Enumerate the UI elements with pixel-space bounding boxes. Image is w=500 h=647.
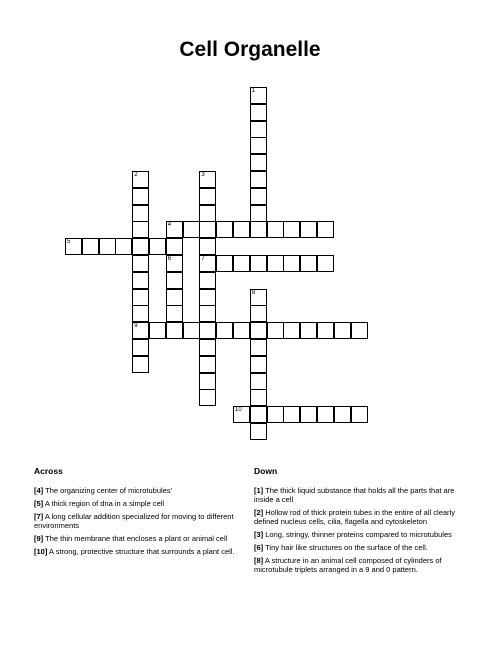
crossword-cell[interactable] [183, 221, 200, 238]
crossword-cell[interactable] [250, 154, 267, 171]
cell-number: 7 [201, 256, 205, 262]
crossword-cell[interactable] [233, 255, 250, 272]
crossword-cell[interactable] [283, 406, 300, 423]
crossword-cell[interactable] [250, 305, 267, 322]
crossword-cell[interactable] [300, 322, 317, 339]
crossword-cell[interactable] [233, 322, 250, 339]
crossword-cell[interactable] [267, 221, 284, 238]
clue-number: [7] [34, 512, 44, 521]
crossword-cell[interactable] [199, 171, 216, 188]
cell-number: 8 [251, 289, 256, 296]
cell-number: 6 [167, 256, 172, 262]
crossword-cell[interactable] [300, 406, 317, 423]
crossword-cell[interactable] [250, 137, 267, 154]
crossword-cell[interactable] [216, 255, 233, 272]
crossword-cell[interactable] [233, 406, 250, 423]
crossword-cell[interactable] [199, 238, 216, 255]
clue-text: Hollow rod of thick protein tubes in the entire of all clearly defined nucleus cells, cilia, flagella and cytoskeleton [254, 508, 455, 526]
clue-text: The thick liquid substance that holds all the parts that are inside a cell [254, 486, 455, 504]
crossword-cell[interactable] [199, 272, 216, 289]
crossword-cell[interactable] [267, 255, 284, 272]
crossword-cell[interactable] [199, 205, 216, 222]
crossword-cell[interactable] [250, 87, 267, 104]
crossword-cell[interactable] [351, 406, 368, 423]
crossword-cell[interactable] [250, 339, 267, 356]
crossword-cell[interactable] [267, 406, 284, 423]
crossword-cell[interactable] [250, 255, 267, 272]
cell-number: 9 [134, 323, 138, 330]
crossword-cell[interactable] [233, 221, 250, 238]
crossword-cell[interactable] [132, 272, 149, 289]
cell-number: 2 [134, 172, 138, 178]
crossword-cell[interactable] [132, 289, 149, 306]
cell-number: 3 [201, 172, 205, 178]
crossword-cell[interactable] [199, 389, 216, 406]
crossword-cell[interactable] [216, 221, 233, 238]
crossword-cell[interactable] [199, 339, 216, 356]
clue-text: The thin membrane that encloses a plant or animal cell [45, 534, 228, 543]
crossword-cell[interactable] [250, 356, 267, 373]
crossword-cell[interactable] [250, 205, 267, 222]
crossword-cell[interactable] [199, 255, 216, 272]
clue-number: [4] [34, 486, 44, 495]
crossword-cell[interactable] [132, 305, 149, 322]
crossword-cell[interactable] [115, 238, 132, 255]
crossword-cell[interactable] [317, 406, 334, 423]
crossword-cell[interactable] [283, 221, 300, 238]
crossword-cell[interactable] [250, 104, 267, 121]
across-clue [34, 499, 246, 508]
crossword-cell[interactable] [149, 238, 166, 255]
crossword-cell[interactable] [317, 255, 334, 272]
clue-number: [2] [254, 508, 264, 517]
crossword-cell[interactable] [82, 238, 99, 255]
clue-number: [6] [254, 543, 264, 552]
crossword-cell[interactable] [250, 406, 267, 423]
cell-number: 1 [251, 88, 256, 94]
cell-number: 4 [167, 222, 172, 229]
crossword-cell[interactable] [334, 406, 351, 423]
cell-number: 5 [67, 239, 71, 246]
crossword-cell[interactable] [166, 289, 183, 306]
crossword-cell[interactable] [166, 305, 183, 322]
crossword-cell[interactable] [300, 255, 317, 272]
crossword-cell[interactable] [283, 255, 300, 272]
crossword-cell[interactable] [132, 171, 149, 188]
clue-text: A strong, protective structure that surrounds a plant cell. [49, 547, 235, 556]
clue-text: The organizing center of microtubules' [45, 486, 173, 495]
across-clue [34, 512, 246, 530]
clue-number: [5] [34, 499, 44, 508]
crossword-cell[interactable] [199, 356, 216, 373]
crossword-cell[interactable] [166, 238, 183, 255]
clue-number: [9] [34, 534, 44, 543]
crossword-cell[interactable] [199, 322, 216, 339]
crossword-cell[interactable] [351, 322, 368, 339]
crossword-cell[interactable] [216, 322, 233, 339]
crossword-cell[interactable] [132, 205, 149, 222]
crossword-cell[interactable] [334, 322, 351, 339]
crossword-cell[interactable] [199, 188, 216, 205]
down-heading: Down [254, 466, 278, 476]
clue-number: [3] [254, 530, 264, 539]
crossword-cell[interactable] [65, 238, 82, 255]
crossword-cell[interactable] [250, 221, 267, 238]
crossword-cell[interactable] [283, 322, 300, 339]
crossword-cell[interactable] [199, 221, 216, 238]
clue-text: A thick region of dna in a simple cell [44, 499, 165, 508]
crossword-cell[interactable] [317, 322, 334, 339]
crossword-cell[interactable] [199, 289, 216, 306]
puzzle-title: Cell Organelle [179, 38, 321, 61]
down-clue-list [254, 486, 466, 578]
down-clue [254, 543, 466, 552]
down-clue [254, 508, 466, 526]
down-clue [254, 530, 466, 539]
crossword-cell[interactable] [250, 171, 267, 188]
crossword-cell[interactable] [199, 373, 216, 390]
crossword-cell[interactable] [166, 255, 183, 272]
clue-text: Tiny hair like structures on the surface of the cell. [265, 543, 428, 552]
clue-text: Long, stringy, thinner proteins compared to microtubules [265, 530, 452, 539]
crossword-cell[interactable] [300, 221, 317, 238]
clue-number: [8] [254, 556, 264, 565]
clue-number: [1] [254, 486, 264, 495]
crossword-cell[interactable] [132, 255, 149, 272]
crossword-cell[interactable] [317, 221, 334, 238]
crossword-cell[interactable] [199, 305, 216, 322]
across-clue [34, 534, 246, 543]
clue-text: A structure in an animal cell composed of cylinders of microtubule triplets arranged in a 9 and 0 pattern. [254, 556, 442, 574]
crossword-cell[interactable] [149, 322, 166, 339]
down-clue [254, 486, 466, 504]
crossword-cell[interactable] [132, 322, 149, 339]
crossword-cell[interactable] [250, 289, 267, 306]
crossword-cell[interactable] [250, 389, 267, 406]
crossword-cell[interactable] [132, 238, 149, 255]
crossword-cell[interactable] [166, 272, 183, 289]
crossword-cell[interactable] [132, 339, 149, 356]
crossword-cell[interactable] [250, 322, 267, 339]
across-heading: Across [34, 466, 63, 476]
down-clue [254, 556, 466, 574]
across-clue [34, 486, 246, 495]
crossword-cell[interactable] [250, 423, 267, 440]
crossword-cell[interactable] [250, 121, 267, 138]
crossword-cell[interactable] [132, 221, 149, 238]
across-clue [34, 547, 246, 556]
crossword-cell[interactable] [250, 373, 267, 390]
cell-number: 10 [235, 407, 242, 414]
across-clue-list [34, 486, 246, 560]
crossword-cell[interactable] [99, 238, 116, 255]
crossword-cell[interactable] [183, 322, 200, 339]
crossword-cell[interactable] [166, 322, 183, 339]
crossword-cell[interactable] [267, 322, 284, 339]
crossword-cell[interactable] [132, 356, 149, 373]
clue-number: [10] [34, 547, 48, 556]
clue-text: A long cellular addition specialized for moving to different environments [34, 512, 234, 530]
crossword-cell[interactable] [166, 221, 183, 238]
crossword-cell[interactable] [132, 188, 149, 205]
crossword-cell[interactable] [250, 188, 267, 205]
